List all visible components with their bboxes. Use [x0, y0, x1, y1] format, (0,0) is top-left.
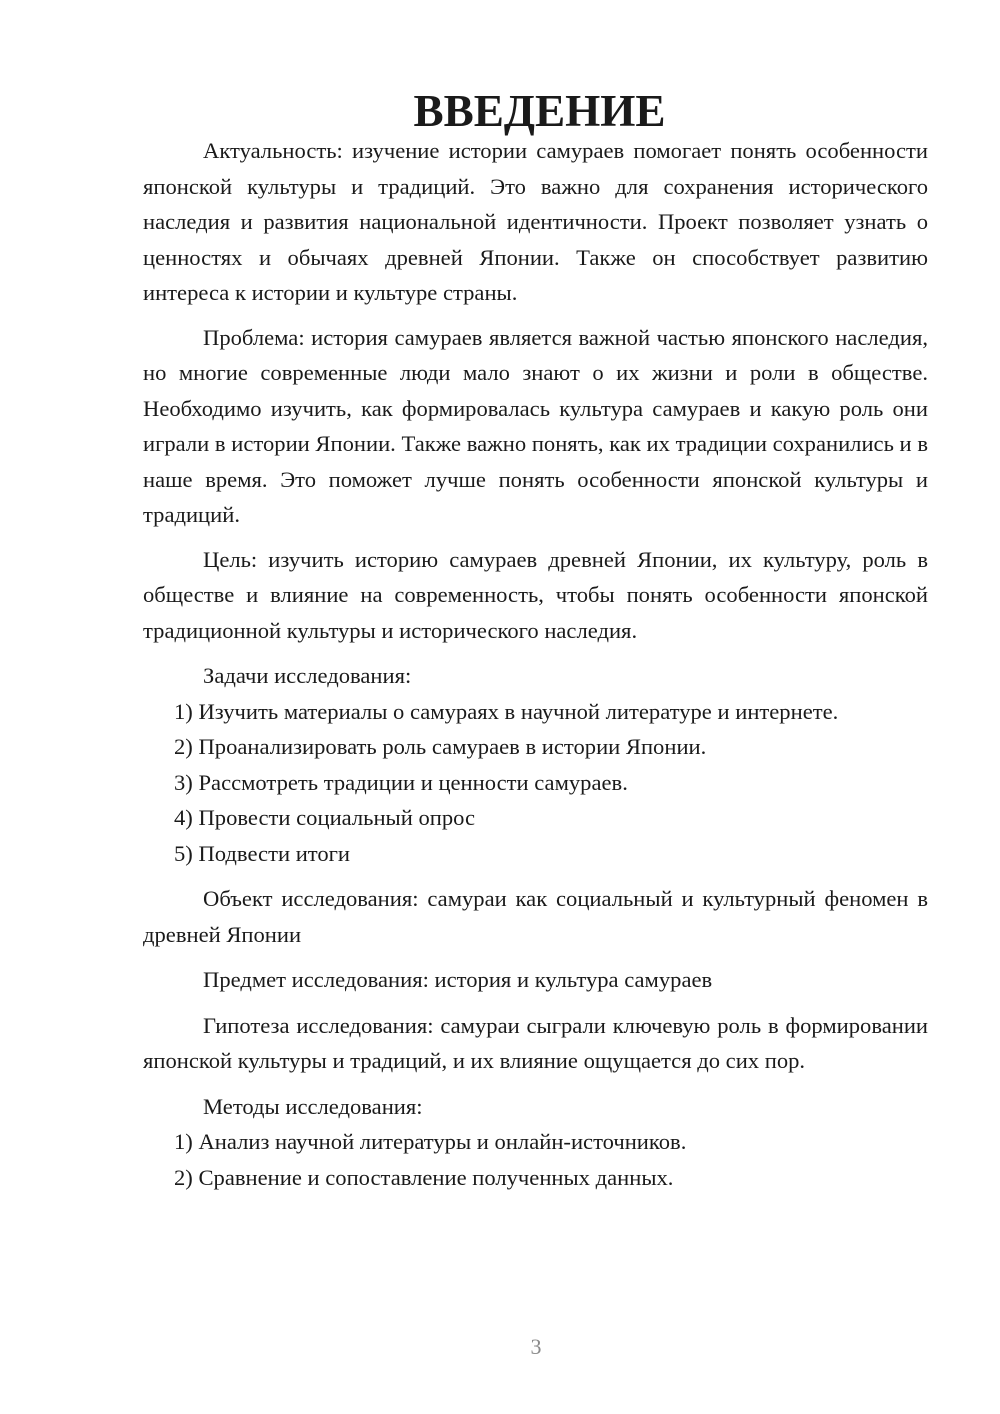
object-paragraph: Объект исследования: самураи как социальный и культурный феномен в древней Японии — [143, 886, 928, 947]
list-item: 1) Анализ научной литературы и онлайн-источников. — [174, 1129, 687, 1154]
page-title: ВВЕДЕНИЕ — [413, 86, 666, 136]
list-item: 5) Подвести итоги — [174, 840, 351, 866]
subject-paragraph: Предмет исследования: история и культура самураев — [203, 967, 713, 992]
hypothesis-paragraph: Гипотеза исследования: самураи сыграли ключевую роль в формировании японской культуры и традиций, и их влияние ощущается до сих пор. — [143, 1012, 928, 1073]
page-content — [143, 86, 928, 1195]
list-item: 4) Провести социальный опрос — [174, 805, 476, 830]
tasks-heading: Задачи исследования: — [203, 663, 412, 688]
tasks-list — [143, 694, 928, 872]
list-item: 2) Проанализировать роль самураев в истории Японии. — [174, 734, 707, 759]
methods-heading: Методы исследования: — [203, 1093, 423, 1119]
goal-paragraph: Цель: изучить историю самураев древней Японии, их культуру, роль в обществе и влияние на современность, чтобы понять особенности японской традиционной культуры и исторического наследия. — [143, 546, 928, 643]
relevance-paragraph: Актуальность: изучение истории самураев помогает понять особенности японской культуры и традиций. Это важно для сохранения исторического наследия и развития национальной идентичности. Проект позволяет узнать о ценностях и обычаях древней Японии. Также он способствует развитию интереса к истории и культуре страны. — [143, 138, 928, 305]
list-item: 1) Изучить материалы о самураях в научной литературе и интернете. — [174, 698, 839, 724]
list-item: 3) Рассмотреть традиции и ценности самураев. — [174, 769, 628, 795]
page-number: 3 — [530, 1334, 542, 1359]
list-item: 2) Сравнение и сопоставление полученных данных. — [174, 1164, 674, 1190]
methods-list — [143, 1124, 928, 1195]
problem-paragraph: Проблема: история самураев является важной частью японского наследия, но многие современные люди мало знают о их жизни и роли в обществе. Необходимо изучить, как формировалась культура самураев и какую роль они играли в истории Японии. Также важно понять, как их традиции сохранились и в наше время. Это поможет лучше понять особенности японской культуры и традиций. — [143, 324, 928, 527]
